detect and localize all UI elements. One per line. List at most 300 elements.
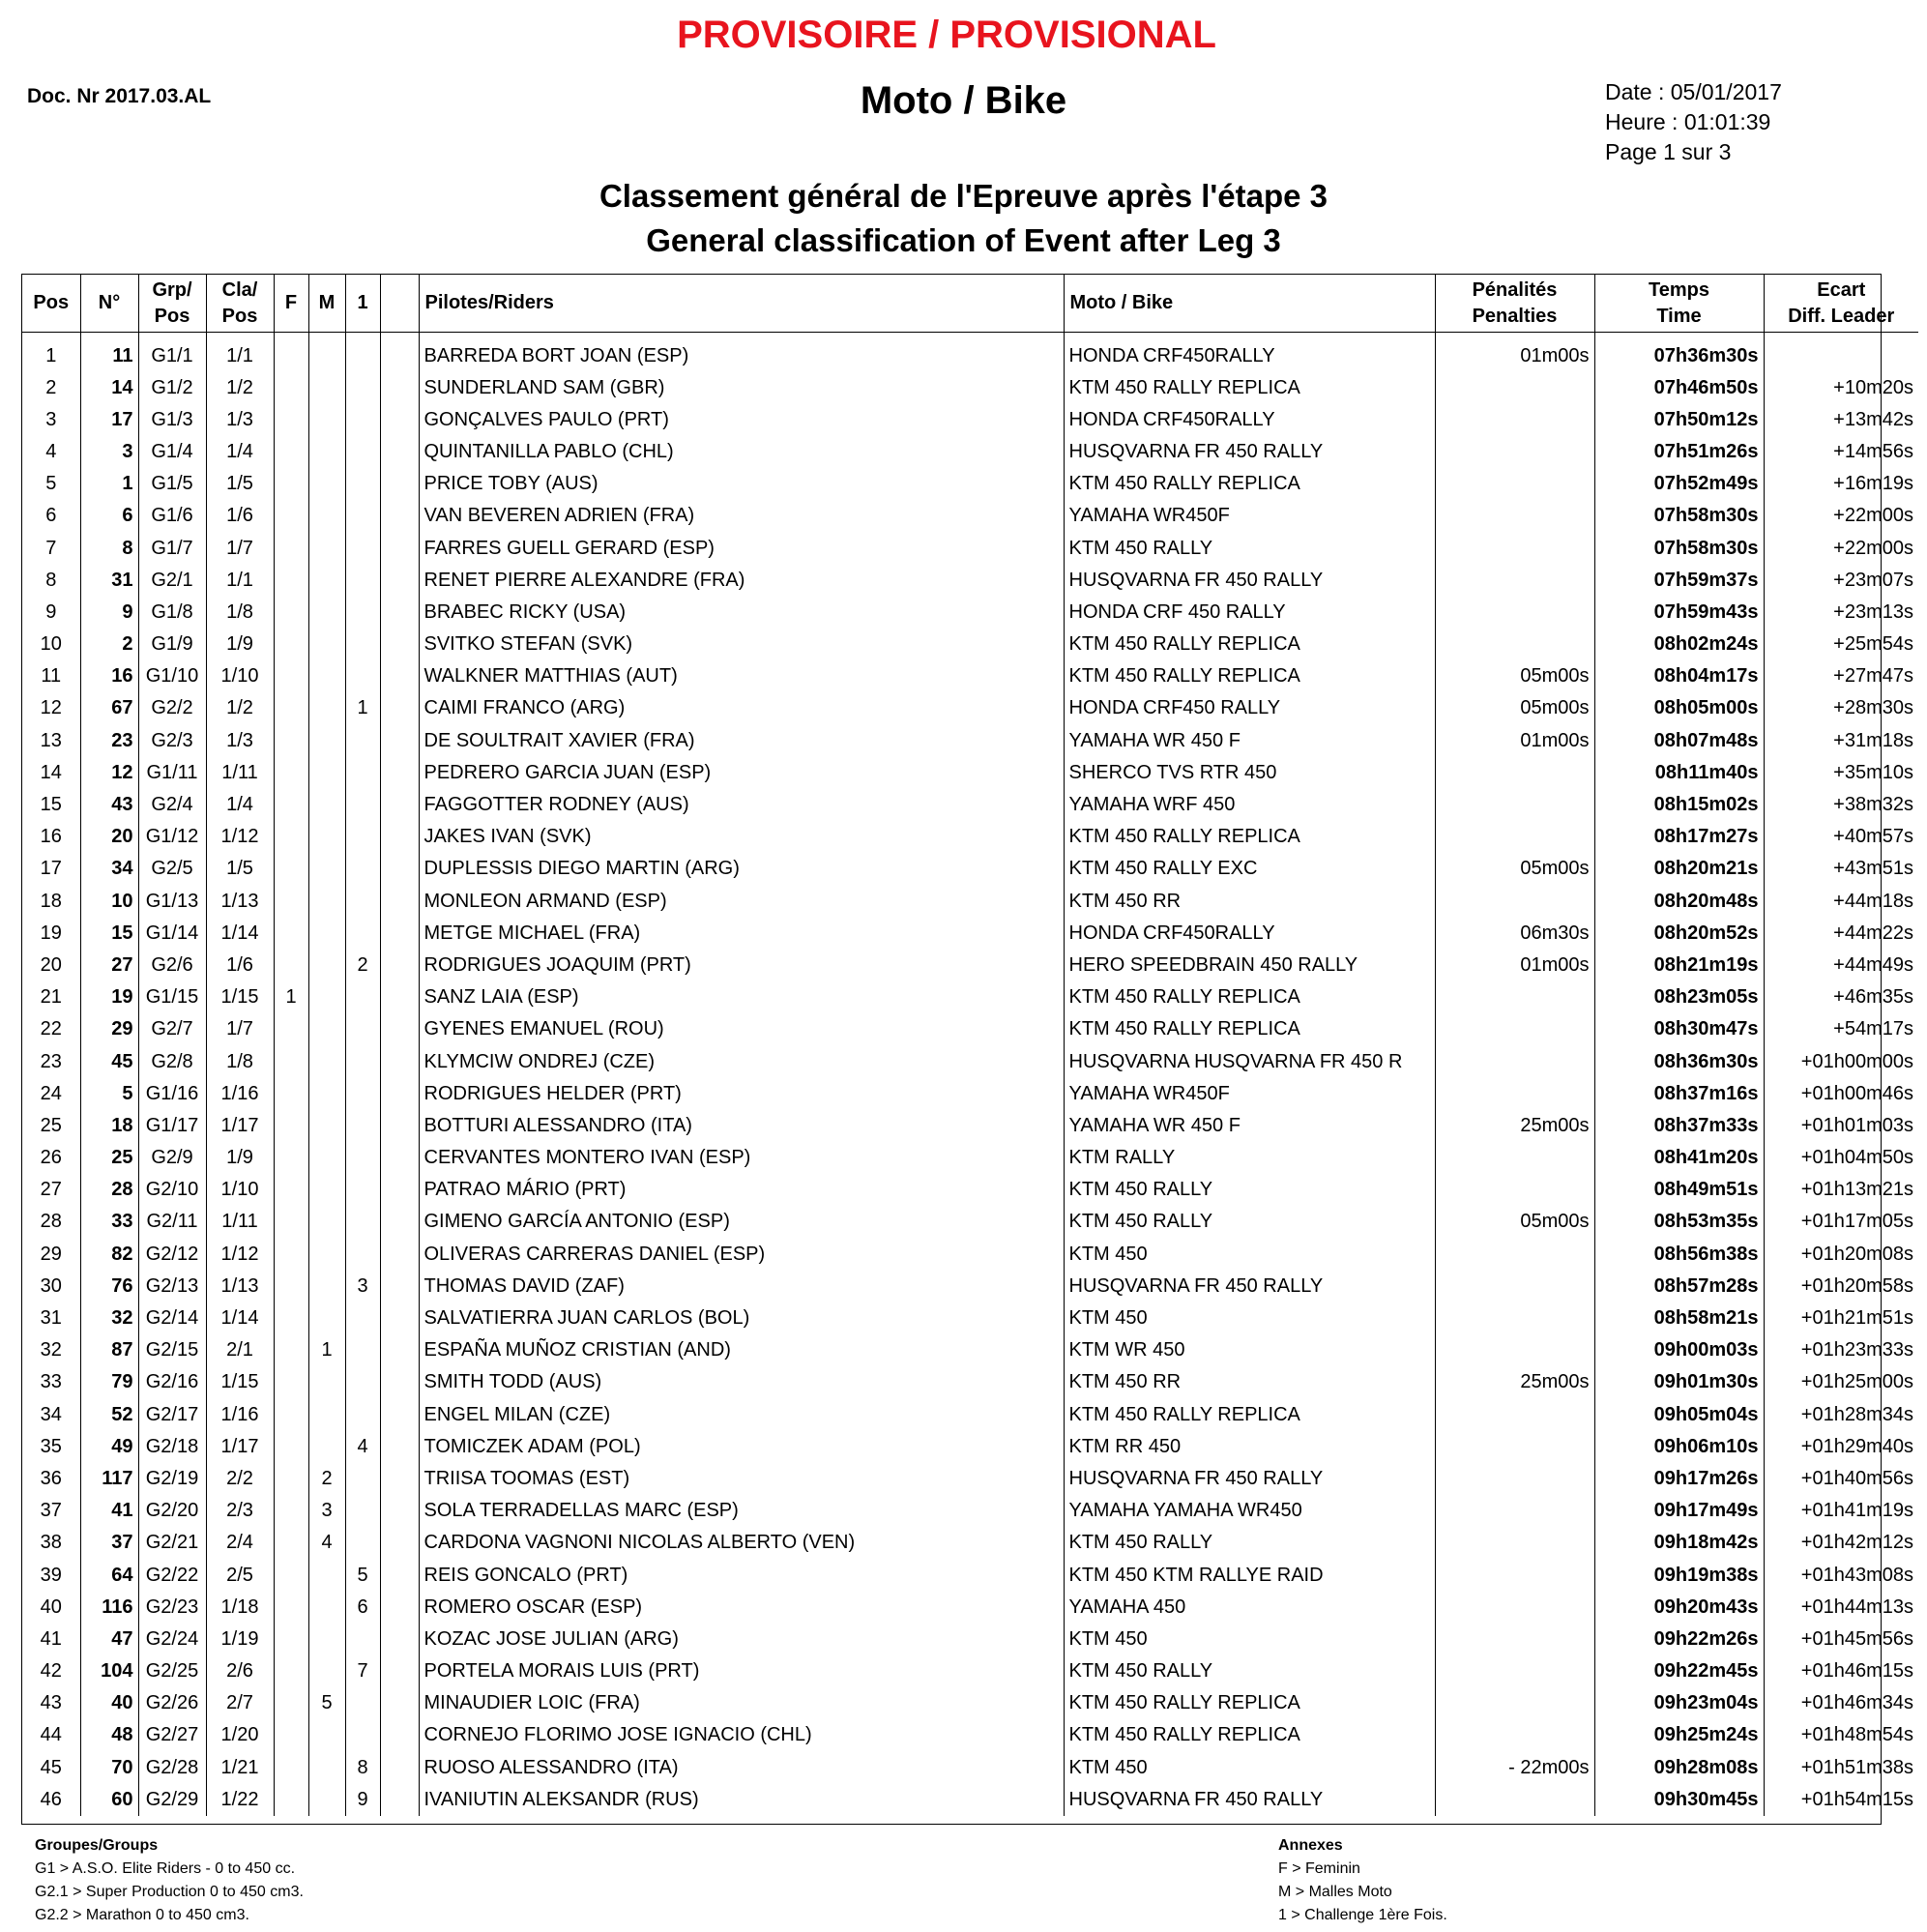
cell-pos: 45 [22,1752,80,1784]
cell-pos: 38 [22,1527,80,1559]
cell-feminin [274,1110,308,1142]
cell-group-pos: G2/3 [138,725,206,757]
cell-gap: +01h28m34s [1800,1403,1913,1425]
col-number: N° [80,275,138,333]
cell-rider: METGE MICHAEL (FRA) [419,918,1064,950]
cell-rider: ROMERO OSCAR (ESP) [419,1592,1064,1624]
cell-pos: 17 [22,853,80,885]
cell-bike: KTM 450 RALLY REPLICA [1064,372,1435,404]
cell-blank [380,821,419,853]
cell-rider: PORTELA MORAIS LUIS (PRT) [419,1655,1064,1687]
cell-pos: 37 [22,1495,80,1527]
cell-class-pos: 2/5 [206,1559,274,1591]
cell-number: 9 [80,597,138,629]
cell-rider: CORNEJO FLORIMO JOSE IGNACIO (CHL) [419,1719,1064,1751]
cell-malles [308,629,345,660]
cell-bike: KTM 450 RALLY REPLICA [1064,1013,1435,1045]
cell-gap: +22m00s [1833,537,1913,559]
cell-time: 08h57m28s [1594,1271,1764,1303]
cell-pos: 34 [22,1399,80,1431]
cell-penalty: 01m00s [1435,950,1594,981]
cell-number: 49 [80,1431,138,1463]
cell-feminin [274,821,308,853]
cell-rider: SVITKO STEFAN (SVK) [419,629,1064,660]
cell-blank [380,1784,419,1816]
cell-malles [308,950,345,981]
cell-first-time: 2 [345,950,380,981]
cell-rider: DE SOULTRAIT XAVIER (FRA) [419,725,1064,757]
cell-bike: KTM 450 RALLY [1064,1174,1435,1206]
cell-bike: KTM 450 RALLY REPLICA [1064,1687,1435,1719]
table-row [22,1013,1918,1045]
cell-rider: RODRIGUES JOAQUIM (PRT) [419,950,1064,981]
cell-malles [308,1239,345,1271]
cell-gap: +01h00m00s [1800,1050,1913,1072]
cell-group-pos: G2/29 [138,1784,206,1816]
cell-number: 117 [80,1463,138,1495]
table-row [22,1624,1918,1655]
cell-bike: KTM 450 RALLY REPLICA [1064,981,1435,1013]
cell-blank [380,1559,419,1591]
cell-time: 09h22m45s [1594,1655,1764,1687]
cell-bike: HUSQVARNA FR 450 RALLY [1064,436,1435,468]
cell-feminin [274,1334,308,1366]
cell-gap: +01h25m00s [1800,1371,1913,1393]
col-class-pos [206,275,274,333]
cell-penalty [1435,1271,1594,1303]
cell-pos: 20 [22,950,80,981]
cell-number: 12 [80,757,138,789]
cell-pos: 33 [22,1366,80,1398]
cell-bike: HONDA CRF450RALLY [1064,404,1435,436]
cell-bike: HUSQVARNA FR 450 RALLY [1064,1784,1435,1816]
table-row [22,436,1918,468]
cell-feminin: 1 [274,981,308,1013]
cell-class-pos: 1/2 [206,372,274,404]
cell-pos: 40 [22,1592,80,1624]
col-first-time: 1 [345,275,380,333]
cell-class-pos: 1/7 [206,1013,274,1045]
cell-class-pos: 1/6 [206,500,274,532]
cell-blank [380,629,419,660]
cell-penalty: 25m00s [1435,1366,1594,1398]
table-row [22,757,1918,789]
cell-bike: KTM 450 RALLY REPLICA [1064,1399,1435,1431]
cell-feminin [274,1655,308,1687]
cell-first-time [345,500,380,532]
cell-pos: 32 [22,1334,80,1366]
cell-pos: 24 [22,1078,80,1110]
cell-bike: YAMAHA WR 450 F [1064,725,1435,757]
cell-time: 08h20m21s [1594,853,1764,885]
cell-blank [380,1366,419,1398]
cell-bike: SHERCO TVS RTR 450 [1064,757,1435,789]
cell-gap: +01h46m34s [1800,1692,1913,1714]
cell-class-pos: 2/4 [206,1527,274,1559]
cell-number: 33 [80,1206,138,1238]
cell-class-pos: 1/1 [206,333,274,372]
cell-feminin [274,1784,308,1816]
cell-number: 14 [80,372,138,404]
cell-rider: DUPLESSIS DIEGO MARTIN (ARG) [419,853,1064,885]
cell-pos: 7 [22,532,80,564]
annexes-title: Annexes [1278,1837,1343,1854]
cell-number: 60 [80,1784,138,1816]
cell-penalty [1435,757,1594,789]
table-row [22,886,1918,918]
cell-bike: KTM 450 [1064,1239,1435,1271]
cell-first-time: 7 [345,1655,380,1687]
cell-rider: TRIISA TOOMAS (EST) [419,1463,1064,1495]
cell-malles [308,1078,345,1110]
cell-group-pos: G1/4 [138,436,206,468]
cell-first-time [345,1174,380,1206]
cell-blank [380,1045,419,1077]
col-penalties [1435,275,1594,333]
cell-gap: +01h21m51s [1800,1307,1913,1330]
cell-first-time: 8 [345,1752,380,1784]
cell-class-pos: 1/4 [206,789,274,821]
cell-class-pos: 1/13 [206,1271,274,1303]
page-number: Page 1 sur 3 [1605,139,1732,164]
cell-blank [380,918,419,950]
cell-penalty: 05m00s [1435,1206,1594,1238]
cell-group-pos: G1/12 [138,821,206,853]
cell-number: 23 [80,725,138,757]
cell-malles [308,468,345,500]
cell-bike: HUSQVARNA FR 450 RALLY [1064,565,1435,597]
cell-time: 09h01m30s [1594,1366,1764,1398]
cell-blank [380,660,419,692]
cell-time: 08h30m47s [1594,1013,1764,1045]
cell-gap: +01h00m46s [1800,1082,1913,1104]
table-row [22,532,1918,564]
cell-class-pos: 1/9 [206,629,274,660]
table-row [22,789,1918,821]
cell-rider: TOMICZEK ADAM (POL) [419,1431,1064,1463]
cell-number: 15 [80,918,138,950]
cell-first-time [345,1719,380,1751]
cell-blank [380,1078,419,1110]
cell-rider: RUOSO ALESSANDRO (ITA) [419,1752,1064,1784]
cell-penalty [1435,500,1594,532]
cell-group-pos: G2/22 [138,1559,206,1591]
table-row [22,372,1918,404]
table-header-row [22,275,1918,333]
col-class-pos-line1: Cla/ [221,278,258,301]
cell-group-pos: G1/2 [138,372,206,404]
cell-gap: +44m22s [1833,922,1913,944]
cell-class-pos: 1/3 [206,404,274,436]
table-row [22,1078,1918,1110]
cell-blank [380,692,419,724]
cell-bike: KTM 450 RALLY EXC [1064,853,1435,885]
cell-first-time [345,1303,380,1334]
cell-group-pos: G2/28 [138,1752,206,1784]
cell-first-time [345,853,380,885]
groups-legend [35,1834,304,1927]
cell-first-time [345,789,380,821]
cell-bike: KTM 450 [1064,1752,1435,1784]
cell-group-pos: G1/5 [138,468,206,500]
cell-group-pos: G2/26 [138,1687,206,1719]
table-row [22,1334,1918,1366]
table-row [22,1142,1918,1174]
cell-feminin [274,436,308,468]
cell-bike: YAMAHA WRF 450 [1064,789,1435,821]
cell-pos: 18 [22,886,80,918]
cell-penalty [1435,436,1594,468]
cell-blank [380,1592,419,1624]
cell-penalty [1435,1719,1594,1751]
classification-rows [22,333,1918,1816]
col-group-pos-line2: Pos [154,305,190,327]
cell-number: 3 [80,436,138,468]
cell-first-time [345,333,380,372]
report-date: Date : 05/01/2017 [1605,79,1782,104]
cell-time: 08h20m48s [1594,886,1764,918]
cell-gap: +16m19s [1833,473,1913,495]
cell-group-pos: G2/4 [138,789,206,821]
cell-first-time [345,1045,380,1077]
cell-rider: VAN BEVEREN ADRIEN (FRA) [419,500,1064,532]
cell-number: 47 [80,1624,138,1655]
cell-group-pos: G2/21 [138,1527,206,1559]
cell-class-pos: 1/12 [206,821,274,853]
cell-penalty: 06m30s [1435,918,1594,950]
cell-gap: +01h23m33s [1800,1339,1913,1361]
cell-pos: 10 [22,629,80,660]
cell-rider: OLIVERAS CARRERAS DANIEL (ESP) [419,1239,1064,1271]
cell-group-pos: G2/27 [138,1719,206,1751]
cell-first-time [345,886,380,918]
cell-number: 45 [80,1045,138,1077]
cell-feminin [274,1719,308,1751]
cell-feminin [274,1366,308,1398]
cell-first-time [345,1013,380,1045]
cell-blank [380,789,419,821]
cell-blank [380,1271,419,1303]
cell-class-pos: 2/3 [206,1495,274,1527]
cell-gap: +23m07s [1833,569,1913,591]
cell-time: 08h49m51s [1594,1174,1764,1206]
cell-time: 09h28m08s [1594,1752,1764,1784]
cell-rider: BOTTURI ALESSANDRO (ITA) [419,1110,1064,1142]
cell-penalty [1435,1239,1594,1271]
cell-gap: +44m18s [1833,890,1913,912]
cell-group-pos: G2/7 [138,1013,206,1045]
cell-bike: HONDA CRF450RALLY [1064,918,1435,950]
cell-class-pos: 1/17 [206,1110,274,1142]
table-row [22,1752,1918,1784]
cell-penalty [1435,404,1594,436]
cell-rider: PATRAO MÁRIO (PRT) [419,1174,1064,1206]
cell-group-pos: G1/7 [138,532,206,564]
cell-penalty [1435,886,1594,918]
cell-gap: +10m20s [1833,376,1913,398]
table-row [22,1463,1918,1495]
table-row [22,333,1918,372]
cell-blank [380,333,419,372]
table-row [22,1784,1918,1816]
cell-time: 08h07m48s [1594,725,1764,757]
cell-blank [380,1399,419,1431]
cell-malles [308,1142,345,1174]
cell-feminin [274,1303,308,1334]
cell-bike: KTM WR 450 [1064,1334,1435,1366]
cell-pos: 31 [22,1303,80,1334]
cell-feminin [274,660,308,692]
cell-penalty [1435,1399,1594,1431]
cell-rider: KLYMCIW ONDREJ (CZE) [419,1045,1064,1077]
cell-rider: QUINTANILLA PABLO (CHL) [419,436,1064,468]
cell-malles [308,500,345,532]
cell-number: 16 [80,660,138,692]
cell-malles: 2 [308,1463,345,1495]
cell-blank [380,597,419,629]
cell-feminin [274,725,308,757]
col-malles: M [308,275,345,333]
cell-number: 28 [80,1174,138,1206]
cell-feminin [274,1206,308,1238]
table-row [22,1655,1918,1687]
cell-group-pos: G2/20 [138,1495,206,1527]
cell-number: 40 [80,1687,138,1719]
cell-class-pos: 1/10 [206,1174,274,1206]
cell-first-time [345,1206,380,1238]
cell-number: 31 [80,565,138,597]
cell-time: 07h52m49s [1594,468,1764,500]
cell-malles [308,692,345,724]
cell-number: 10 [80,886,138,918]
cell-malles [308,1271,345,1303]
cell-class-pos: 1/21 [206,1752,274,1784]
cell-time: 07h36m30s [1594,333,1764,372]
cell-class-pos: 1/12 [206,1239,274,1271]
cell-gap: +27m47s [1833,665,1913,688]
cell-malles [308,1431,345,1463]
cell-group-pos: G2/11 [138,1206,206,1238]
groups-title: Groupes/Groups [35,1837,159,1854]
cell-bike: KTM RR 450 [1064,1431,1435,1463]
cell-malles [308,1719,345,1751]
cell-malles [308,981,345,1013]
cell-group-pos: G1/15 [138,981,206,1013]
cell-malles: 5 [308,1687,345,1719]
cell-number: 11 [80,333,138,372]
cell-number: 67 [80,692,138,724]
cell-rider: CERVANTES MONTERO IVAN (ESP) [419,1142,1064,1174]
cell-malles [308,436,345,468]
cell-penalty [1435,532,1594,564]
cell-penalty [1435,1624,1594,1655]
cell-time: 08h05m00s [1594,692,1764,724]
cell-first-time [345,757,380,789]
cell-penalty [1435,372,1594,404]
cell-class-pos: 1/9 [206,1142,274,1174]
cell-penalty [1435,1045,1594,1077]
cell-malles [308,789,345,821]
cell-class-pos: 2/2 [206,1463,274,1495]
cell-gap: +01h41m19s [1800,1500,1913,1522]
table-row [22,1592,1918,1624]
cell-first-time [345,1142,380,1174]
cell-first-time: 4 [345,1431,380,1463]
cell-feminin [274,692,308,724]
cell-gap: +01h17m05s [1800,1211,1913,1233]
cell-feminin [274,1624,308,1655]
cell-time: 09h17m26s [1594,1463,1764,1495]
cell-blank [380,565,419,597]
cell-number: 87 [80,1334,138,1366]
cell-rider: MINAUDIER LOIC (FRA) [419,1687,1064,1719]
classification-table-frame [21,274,1913,1825]
cell-group-pos: G2/10 [138,1174,206,1206]
cell-feminin [274,1527,308,1559]
cell-first-time [345,725,380,757]
cell-first-time [345,468,380,500]
cell-gap: +40m57s [1833,826,1913,848]
cell-rider: SANZ LAIA (ESP) [419,981,1064,1013]
cell-pos: 25 [22,1110,80,1142]
col-penalties-line2: Penalties [1472,305,1558,327]
cell-group-pos: G1/1 [138,333,206,372]
cell-gap: +31m18s [1833,729,1913,751]
cell-pos: 46 [22,1784,80,1816]
table-row [22,1399,1918,1431]
cell-number: 70 [80,1752,138,1784]
cell-pos: 11 [22,660,80,692]
table-row [22,1687,1918,1719]
cell-rider: WALKNER MATTHIAS (AUT) [419,660,1064,692]
cell-blank [380,1527,419,1559]
cell-time: 07h59m43s [1594,597,1764,629]
cell-bike: KTM 450 RALLY [1064,1655,1435,1687]
cell-pos: 42 [22,1655,80,1687]
cell-number: 64 [80,1559,138,1591]
cell-class-pos: 1/18 [206,1592,274,1624]
cell-pos: 43 [22,1687,80,1719]
table-row [22,950,1918,981]
cell-bike: KTM RALLY [1064,1142,1435,1174]
cell-rider: RENET PIERRE ALEXANDRE (FRA) [419,565,1064,597]
cell-bike: KTM 450 KTM RALLYE RAID [1064,1559,1435,1591]
cell-number: 19 [80,981,138,1013]
cell-group-pos: G2/25 [138,1655,206,1687]
cell-class-pos: 1/16 [206,1078,274,1110]
cell-bike: YAMAHA YAMAHA WR450 [1064,1495,1435,1527]
cell-class-pos: 1/14 [206,1303,274,1334]
cell-blank [380,1013,419,1045]
cell-penalty [1435,1495,1594,1527]
cell-first-time [345,1078,380,1110]
cell-pos: 14 [22,757,80,789]
provisional-banner: PROVISOIRE / PROVISIONAL [677,14,1216,56]
cell-pos: 21 [22,981,80,1013]
cell-rider: RODRIGUES HELDER (PRT) [419,1078,1064,1110]
cell-group-pos: G1/16 [138,1078,206,1110]
table-row [22,1174,1918,1206]
cell-feminin [274,1239,308,1271]
document-number: Doc. Nr 2017.03.AL [27,85,212,107]
cell-rider: THOMAS DAVID (ZAF) [419,1271,1064,1303]
cell-gap: +01h46m15s [1800,1660,1913,1683]
cell-time: 08h56m38s [1594,1239,1764,1271]
cell-feminin [274,1559,308,1591]
cell-penalty [1435,1655,1594,1687]
table-row [22,1303,1918,1334]
cell-class-pos: 2/1 [206,1334,274,1366]
